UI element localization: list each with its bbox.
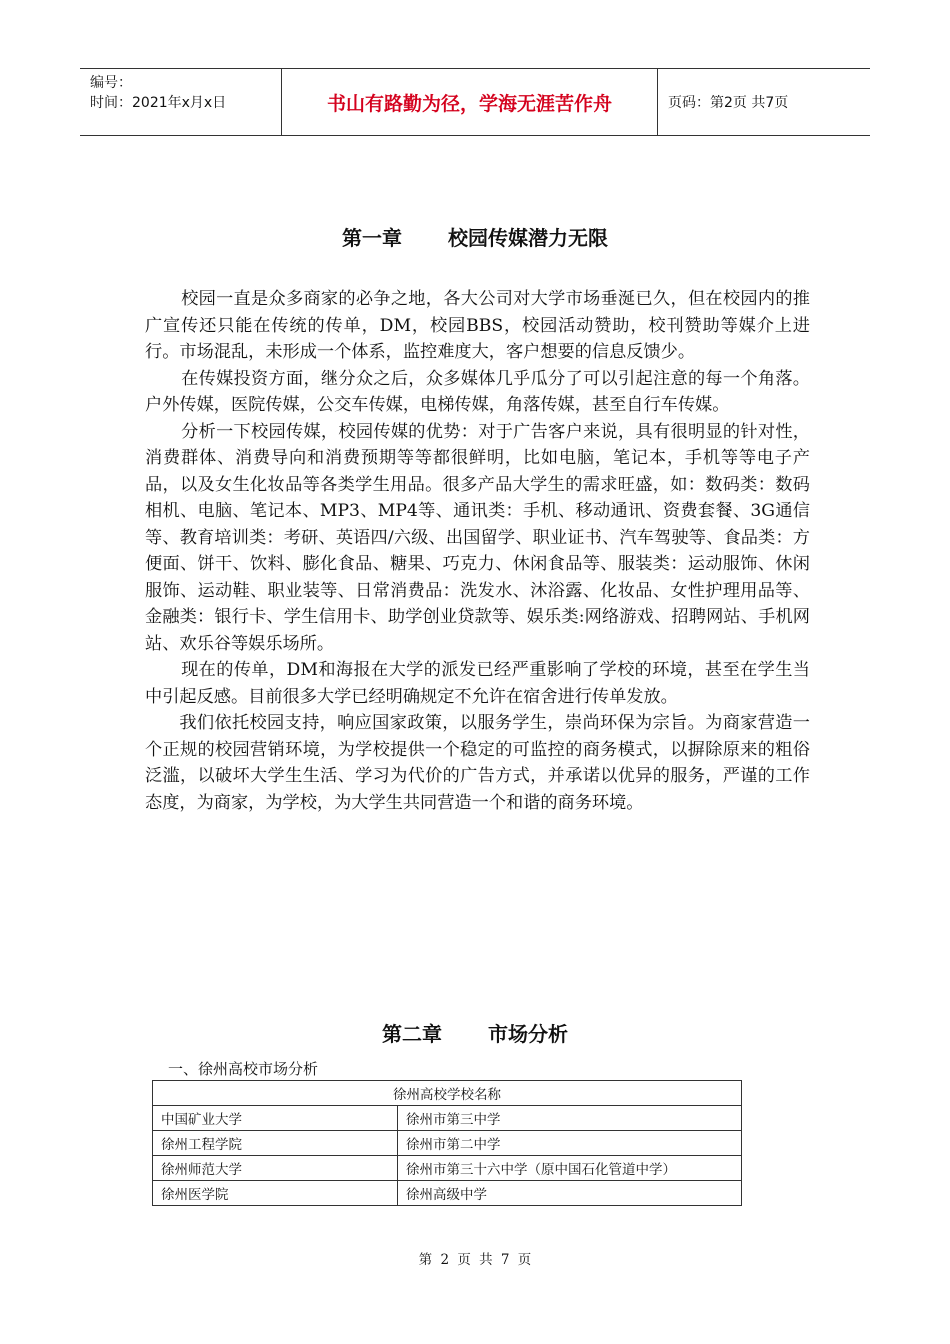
table-row <box>153 1106 742 1131</box>
table-row <box>153 1156 742 1181</box>
chapter-2-title: 市场分析 <box>488 1022 568 1046</box>
table-cell: 徐州工程学院 <box>153 1131 398 1156</box>
section-heading: 一、徐州高校市场分析 <box>168 1060 319 1078</box>
number-label: 编号： <box>90 75 132 91</box>
header-page-code: 页码：第2页 共7页 <box>668 95 789 111</box>
paragraph: 在传媒投资方面，继分众之后，众多媒体几乎瓜分了可以引起注意的每一个角落。户外传媒，医院传媒，公交车传媒，电梯传媒，角落传媒，甚至自行车传媒。 <box>145 368 810 415</box>
header-meta <box>80 69 282 135</box>
chapter-2-heading <box>0 1018 950 1047</box>
paragraph: 现在的传单，DM和海报在大学的派发已经严重影响了学校的环境，甚至在学生当中引起反感。目前很多大学已经明确规定不允许在宿舍进行传单发放。 <box>145 660 810 707</box>
header-motto: 书山有路勤为径，学海无涯苦作舟 <box>282 69 658 135</box>
table-cell: 中国矿业大学 <box>153 1106 398 1131</box>
chapter-1-number: 第一章 <box>342 226 402 250</box>
time-label: 时间：2021年x月x日 <box>90 95 227 111</box>
chapter-1-body <box>145 286 810 816</box>
page-footer: 第 2 页 共 7 页 <box>418 1252 532 1268</box>
table-cell: 徐州师范大学 <box>153 1156 398 1181</box>
table-cell: 徐州高级中学 <box>398 1181 742 1206</box>
paragraph: 分析一下校园传媒，校园传媒的优势：对于广告客户来说，具有很明显的针对性，消费群体、消费导向和消费预期等等都很鲜明，比如电脑，笔记本，手机等等电子产品，以及女生化妆品等各类学生用品。很多产品大学生的需求旺盛，如：数码类：数码相机、电脑、笔记本、MP3、MP4等、通讯类：手机、移动通讯、资费套餐、3G通信等、教育培训类：考研、英语四/六级、出国留学、职业证书、汽车驾驶等、食品类：方便面、饼干、饮料、膨化食品、糖果、巧克力、休闲食品等、服装类：运动服饰、休闲服饰、运动鞋、职业装等、日常消费品：洗发水、沐浴露、化妆品、女性护理用品等、金融类：银行卡、学生信用卡、助学创业贷款等、娱乐类:网络游戏、招聘网站、手机网站、欢乐谷等娱乐场所。 <box>145 421 810 654</box>
table-row <box>153 1131 742 1156</box>
schools-table <box>152 1080 742 1206</box>
table-cell: 徐州医学院 <box>153 1181 398 1206</box>
table-header: 徐州高校学校名称 <box>153 1081 742 1106</box>
paragraph: 校园一直是众多商家的必争之地，各大公司对大学市场垂涎已久，但在校园内的推广宣传还只能在传统的传单，DM，校园BBS，校园活动赞助，校刊赞助等媒介上进行。市场混乱，未形成一个体系，监控难度大，客户想要的信息反馈少。 <box>145 289 810 362</box>
chapter-1-title: 校园传媒潜力无限 <box>448 226 608 250</box>
table-cell: 徐州市第三中学 <box>398 1106 742 1131</box>
paragraph: 我们依托校园支持，响应国家政策，以服务学生，崇尚环保为宗旨。为商家营造一个正规的校园营销环境，为学校提供一个稳定的可监控的商务模式，以摒除原来的粗俗泛滥，以破坏大学生生活、学习为代价的广告方式，并承诺以优异的服务，严谨的工作态度，为商家，为学校，为大学生共同营造一个和谐的商务环境。 <box>145 713 810 813</box>
chapter-1-heading <box>0 222 950 251</box>
table-cell: 徐州市第二中学 <box>398 1131 742 1156</box>
table-row <box>153 1181 742 1206</box>
table-cell: 徐州市第三十六中学（原中国石化管道中学） <box>398 1156 742 1181</box>
table-header-row <box>153 1081 742 1106</box>
chapter-2-number: 第二章 <box>382 1022 442 1046</box>
page-header <box>80 68 870 136</box>
